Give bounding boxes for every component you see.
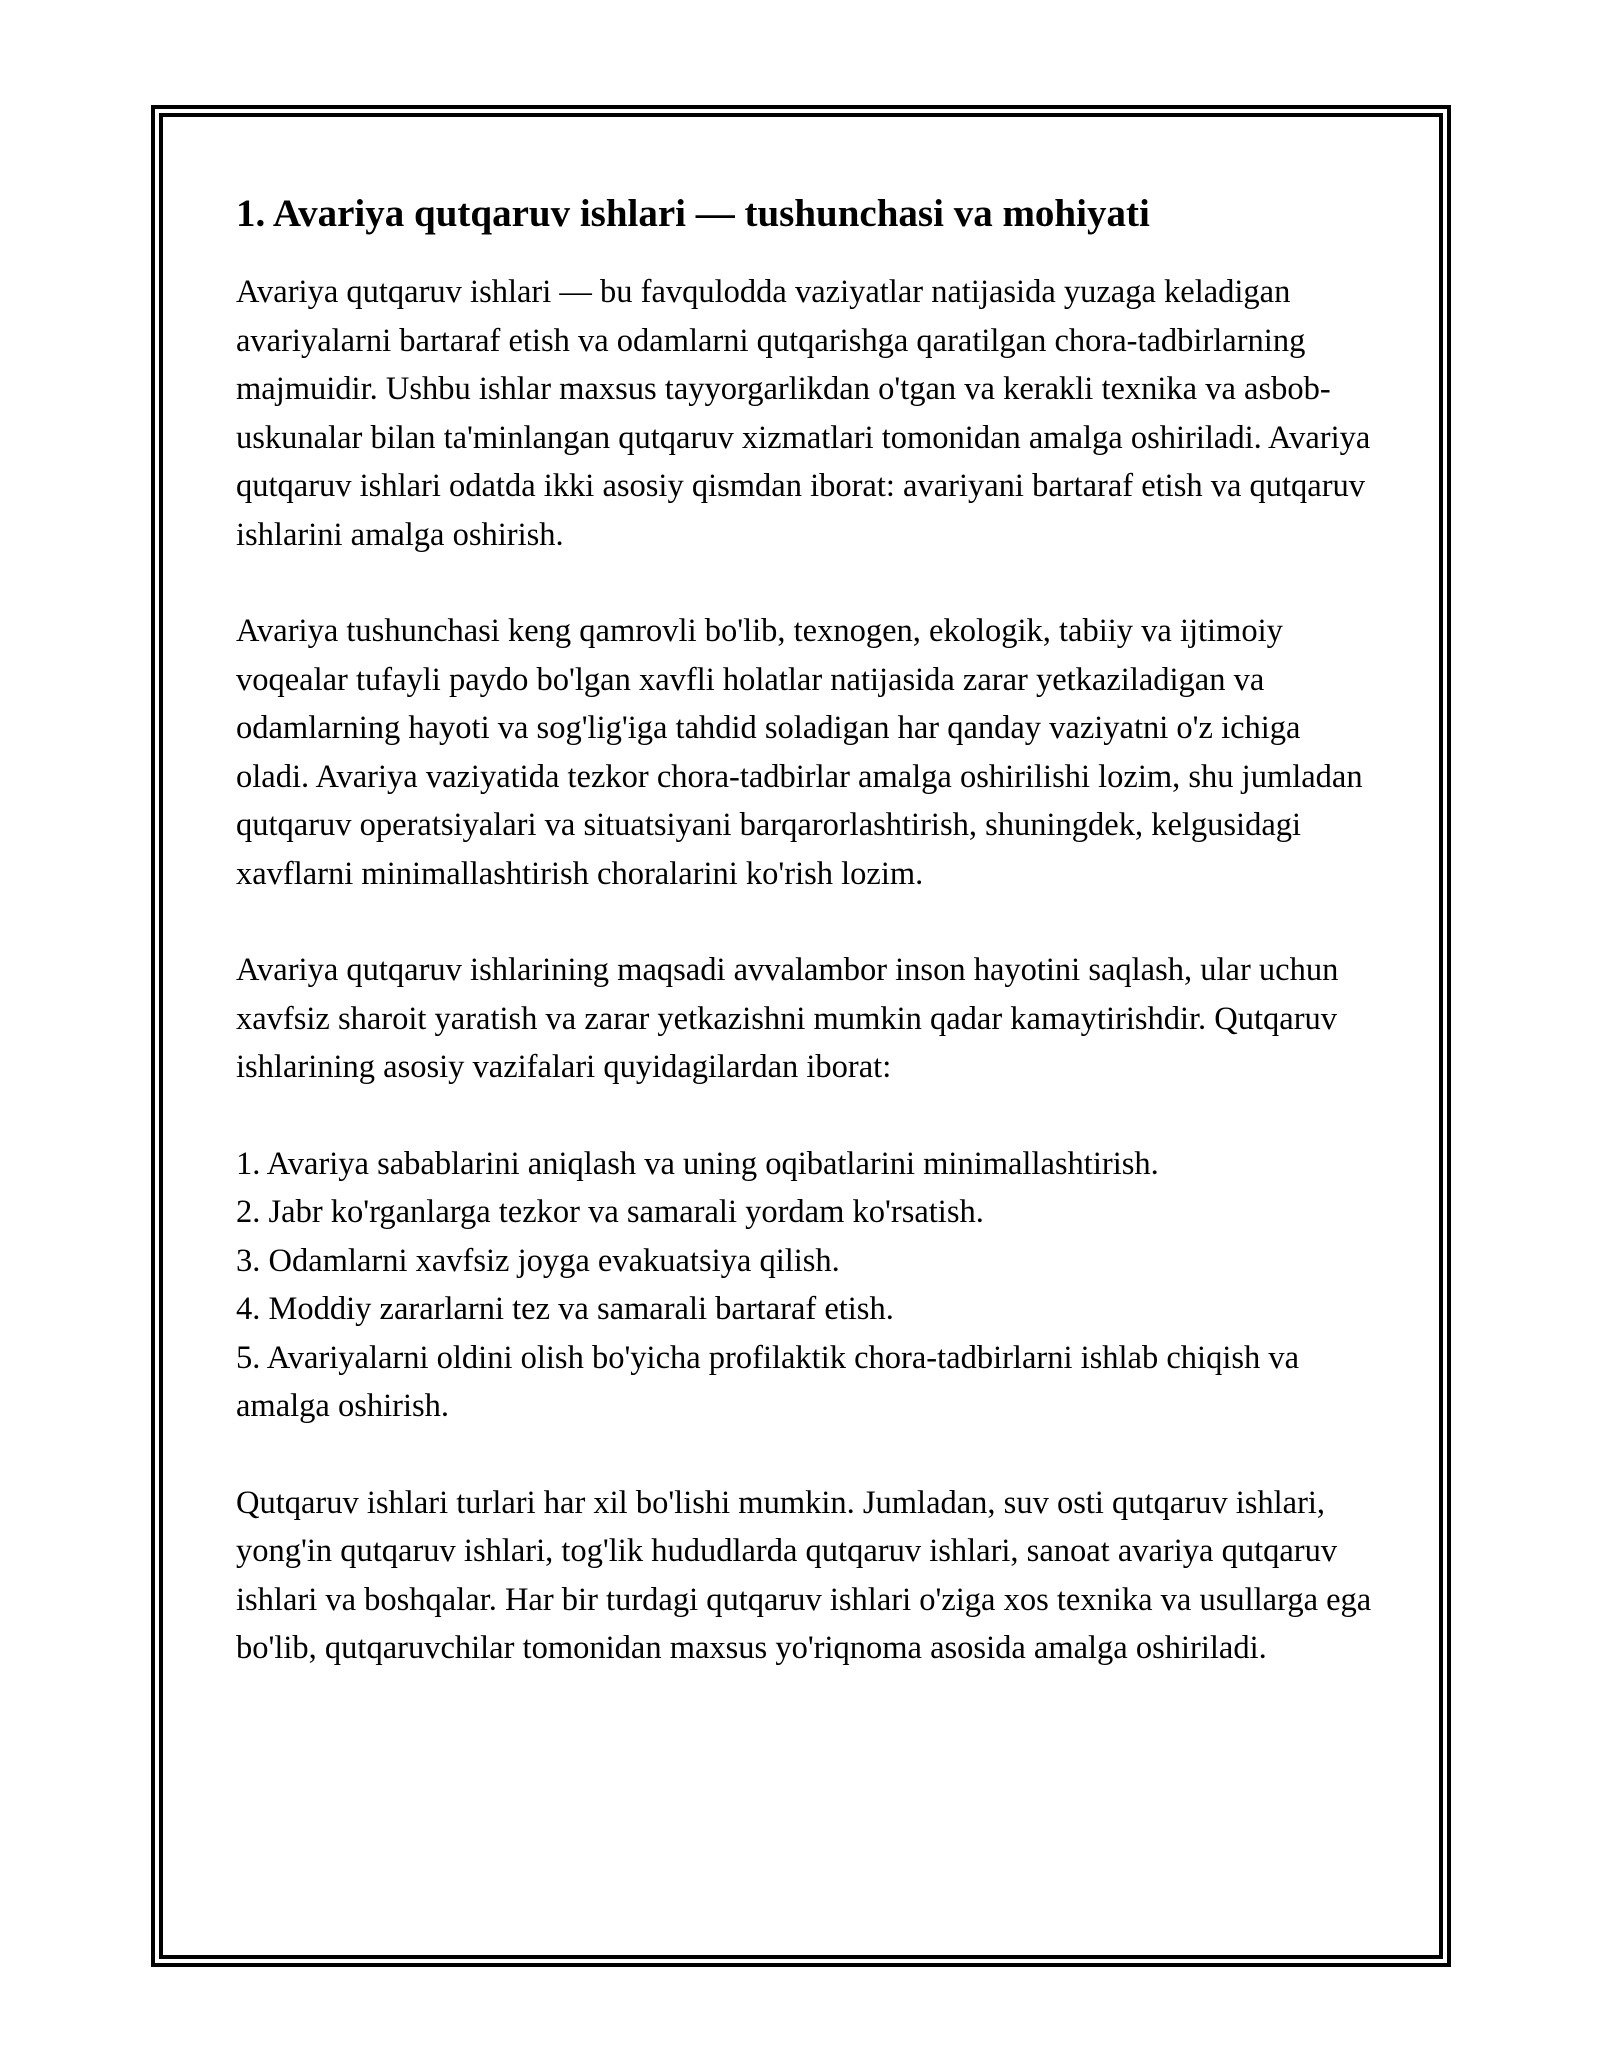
paragraph-goals: Avariya qutqaruv ishlarining maqsadi avvalambor inson hayotini saqlash, ular uchun xavfsiz sharoit yaratish va zarar yetkazishni mumkin qadar kamaytirishdir. Qutqaruv ishlarining asosiy vazifalari quyidagilardan iborat: — [236, 952, 1339, 1085]
section-heading: 1. Avariya qutqaruv ishlari — tushunchasi va mohiyati — [236, 192, 1150, 235]
tasks-list — [236, 1140, 1376, 1431]
paragraph-definition: Avariya qutqaruv ishlari — bu favqulodda vaziyatlar natijasida yuzaga keladigan avariyalarni bartaraf etish va odamlarni qutqarishga qaratilgan chora-tadbirlarning majmuidir. Ushbu ishlar maxsus tayyorgarlikdan o'tgan va kerakli texnika va asbob-uskunalar bilan ta'minlangan qutqaruv xizmatlari tomonidan amalga oshiriladi. Avariya qutqaruv ishlari odatda ikki asosiy qismdan iborat: avariyani bartaraf etish va qutqaruv ishlarini amalga oshirish. — [236, 274, 1371, 553]
document-body — [236, 186, 1376, 1721]
list-item: 3. Odamlarni xavfsiz joyga evakuatsiya qilish. — [236, 1242, 840, 1279]
list-item: 4. Moddiy zararlarni tez va samarali bartaraf etish. — [236, 1291, 894, 1327]
paragraph-concept: Avariya tushunchasi keng qamrovli bo'lib, texnogen, ekologik, tabiiy va ijtimoiy voqealar tufayli paydo bo'lgan xavfli holatlar natijasida zarar yetkaziladigan va odamlarning hayoti va sog'lig'iga tahdid soladigan har qanday vaziyatni o'z ichiga oladi. Avariya vaziyatida tezkor chora-tadbirlar amalga oshirilishi lozim, shu jumladan qutqaruv operatsiyalari va situatsiyani barqarorlashtirish, shuningdek, kelgusidagi xavflarni minimallashtirish choralarini ko'rish lozim. — [236, 613, 1363, 892]
list-item: 1. Avariya sabablarini aniqlash va uning oqibatlarini minimallashtirish. — [236, 1145, 1159, 1182]
list-item: 5. Avariyalarni oldini olish bo'yicha profilaktik chora-tadbirlarni ishlab chiqish va amalga oshirish. — [236, 1339, 1300, 1424]
paragraph-types: Qutqaruv ishlari turlari har xil bo'lishi mumkin. Jumladan, suv osti qutqaruv ishlari, yong'in qutqaruv ishlari, tog'lik hududlarda qutqaruv ishlari, sanoat avariya qutqaruv ishlari va boshqalar. Har bir turdagi qutqaruv ishlari o'ziga xos texnika va usullarga ega bo'lib, qutqaruvchilar tomonidan maxsus yo'riqnoma asosida amalga oshiriladi. — [236, 1484, 1372, 1666]
list-item: 2. Jabr ko'rganlarga tezkor va samarali yordam ko'rsatish. — [236, 1194, 984, 1230]
